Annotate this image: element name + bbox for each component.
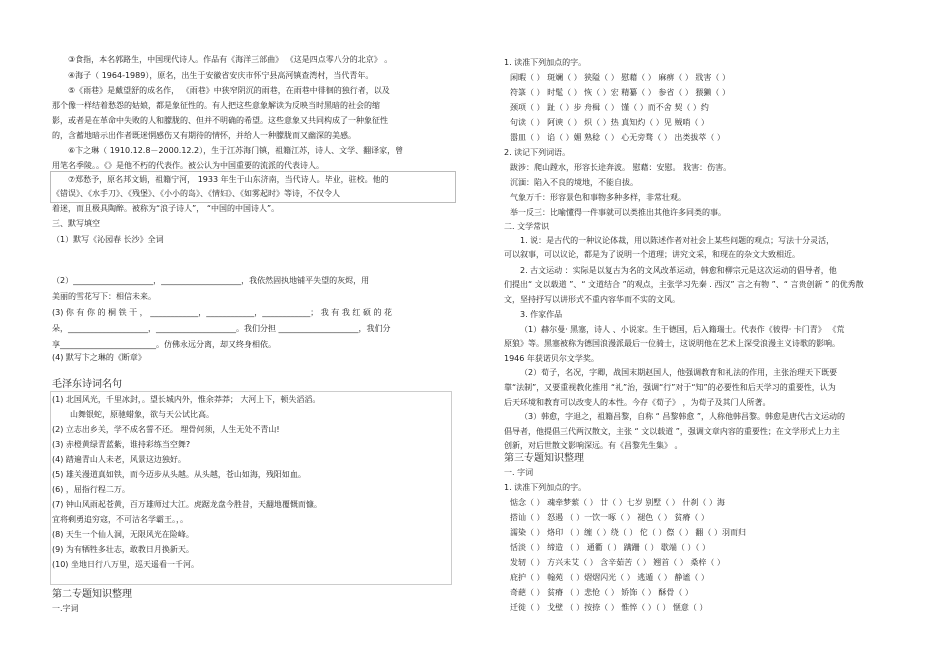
task-3-line-1: (3) 你 有 你 的 桐 铁 干 ， ____________，____________，____________； 我 有 我 红 硕 的 花 [52, 308, 393, 317]
r-author-2-line-2: 靠“法制”，又要重视教化推用 “礼”治，强调“行”对于“知”的必要性和后天学习的重要性，认为 [504, 383, 836, 392]
r-s3-row-7: 奇葩（ ） 贫瘠 （ ）悲怆（ ） 矫饰（ ） 酥骨（ ） [510, 588, 693, 597]
bio-zhengchouyu-2: 《错误》、《水手刀》、《残堡》、《小小的岛》、《情妇》、《如雾起时》等诗，不仅令人 [52, 189, 340, 198]
r-q1-row-4: 句读（ ） 阿谀（ ） 炽（ ）热 真知灼（ ）见 贼哨（ ） [510, 118, 709, 127]
r-lit-2-line-3: 文，坚持抒写以讲形式不重内容华而不实的文风。 [504, 295, 680, 304]
r-q2-row-4: 举一反三：比喻懂得一件事就可以类推出其他许多同类的事。 [510, 208, 726, 217]
r-q1-row-1: 闲暇（ ） 斑斓（ ） 狭隘（ ） 慰藉（ ） 麻痹（ ） 戕害（ ） [510, 73, 730, 82]
poems-heading: 毛泽东诗词名句 [52, 379, 122, 390]
task-2-line-1: （2）____________________，____________________，我依然固执地铺平失望的灰烬，用 [52, 276, 370, 285]
poem-6: (6) ，屈指行程二万。 [52, 485, 130, 494]
r-lit-2-line-2: 们提出“ 文以载道 ”、“ 文道结合 ”的观点，主张学习先秦 . 西汉” 言之有物 ”、“ 言贵创新 ” 的优秀散 [504, 280, 864, 289]
task-4: (4) 默写卞之琳的《断章》 [52, 353, 146, 362]
bio-zhengchouyu-1: ⑦郑愁予，原名邦文娟，祖籍宁河， 1933 年生于山东济南，当代诗人。毕业，驻校。他的 [68, 175, 389, 184]
r-lit-1-line-1: 1. 说：是古代的一种议论体裁，用以陈述作者对社会上某些问题的观点；写法十分灵活， [520, 236, 835, 245]
r-s3-row-4: 恬淡（ ） 缔造 （ ） 通衢（ ） 蹒跚（ ） 歇端（ ）（ ） [510, 543, 710, 552]
poem-9: (9) 为有牺牲多壮志，敢教日月换新天。 [52, 545, 194, 554]
bio-haizi-2: ④海子（ 1964-1989），原名，出生于安徽省安庆市怀宁县高河镇查湾村，当代青年。 [68, 71, 374, 80]
bio-haizi-1: ③食指，本名郭路生，中国现代诗人。作品有《海洋三部曲》 《这是四点零八分的北京》 。 [68, 55, 393, 64]
section-2-sub: 一.字词 [52, 604, 79, 613]
r-author-3-line-3: 创新，对后世散文影响深远。有《昌黎先生集》 。 [504, 441, 683, 450]
bio-rain-alley-1: ⑤《雨巷》是戴望舒的成名作， 《雨巷》中狭窄阴沉的雨巷，在雨巷中徘徊的独行者，以及 [68, 86, 390, 95]
task-3-line-2: 朵，____________________，____________________。我们分担 ____________________，我们分 [52, 324, 391, 333]
r-q1-row-2: 符箓（ ） 时髦（ ） 恢（ ）宏 精纂（ ） 参省（ ） 猥獭（ ） [510, 88, 730, 97]
poem-2: (2) 立志出乡关，学不成名誓不还。 埋骨何须，人生无处不青山! [52, 425, 280, 434]
r-q2-row-1: 跋涉：爬山蹚水，形容长途奔波。 慰藉：安慰。 戕害：伤害。 [510, 163, 732, 172]
r-q1-title: 1. 读准下列加点的字。 [504, 58, 587, 67]
r-author-1-line-3: 1946 年获诺贝尔文学奖。 [504, 354, 599, 363]
r-section-3-sub: 一. 字词 [504, 468, 534, 477]
r-s3-row-5: 发轫（ ） 方兴未艾（ ） 含辛茹苦（ ） 翘首（ ） 桑梓（ ） [510, 558, 725, 567]
r-lit-2-line-1: 2. 古文运动 ：实际是以复古为名的文风改革运动，韩愈和柳宗元是这次运动的倡导者，他 [520, 266, 837, 275]
section-3-heading: 三、默写填空 [52, 219, 100, 228]
r-s3-row-1: 惦念（ ） 魂牵梦萦（ ） 廿（ ）七岁 别墅（ ） 什刹（ ）海 [510, 498, 725, 507]
r-author-1-line-2: 原狼》等。黑塞被称为德国浪漫派最后一位骑士，这说明他在艺术上深受浪漫主义诗歌的影响。 [504, 339, 840, 348]
poem-10: (10) 坐地日行八万里，巡天遥看一千河。 [52, 560, 199, 569]
r-s3-q1-title: 1. 读准下列加点的字。 [504, 483, 587, 492]
bio-bianzhilin-1: ⑥卞之琳（ 1910.12.8－2000.12.2），生于江苏海门镇，祖籍江苏，诗人、文学、翻译家，曾 [68, 146, 404, 155]
section-2-heading: 第二专题知识整理 [52, 589, 132, 600]
r-author-3-line-2: 倡导者，他提倡三代两汉散文，主张 “ 文以载道 ”，强调文章内容的重要性；在文学形式上力主 [504, 427, 840, 436]
r-section-3-heading: 第三专题知识整理 [504, 453, 584, 464]
r-s3-row-2: 搭讪（ ） 怒遏 （ ）一饮一啄（ ） 褪色（ ） 贫瘠（ ） [510, 513, 709, 522]
poem-4: (4) 踏遍青山人未老，风景这边独好。 [52, 455, 186, 464]
r-s3-row-8: 迁徙（ ） 戈壁 （ ）按捺（ ） 惟悴（ ）（ ） 惬意（ ） [510, 603, 708, 612]
r-q2-row-2: 沉湎：陷入不良的境地，不能自拔。 [510, 178, 638, 187]
r-q2-title: 2. 读记下列词语。 [504, 148, 571, 157]
r-literature-heading: 二. 文学常识 [504, 222, 550, 231]
poem-5: (5) 雄关漫道真如铁，而今迈步从头越。从头越，苍山如海，残阳如血。 [52, 470, 306, 479]
bio-bianzhilin-2: 用笔名季陵。。《》是他不朽的代表作。被公认为中国重要的流派的代表诗人。 [52, 161, 324, 170]
r-q1-row-3: 颈项（ ） 趾（ ）步 舟楫（ ） 馑（ ）而不舍 契（ ）约 [510, 103, 709, 112]
bio-zhengchouyu-3: 着迷，而且极具陶醉。被称为“浪子诗人”， “中国的中国诗人”。 [52, 204, 280, 213]
task-2-line-2: 美丽的雪花写下：相信未来。 [52, 292, 156, 301]
r-q2-row-3: 气象万千：形容景色和事物多种多样，非常壮观。 [510, 193, 686, 202]
r-author-2-line-3: 后天环境和教育可以改变人的本性。今存《荀子》 ，为荀子及其门人所著。 [504, 398, 771, 407]
r-author-2-line-1: （2）荀子，名况，字卿，战国末期赵国人，他强调教育和礼法的作用，主张治理天下既要 [520, 368, 838, 377]
bio-rain-alley-4: 的，含蓄地暗示出作者既迷惘感伤又有期待的情怀，并给人一种朦胧而又幽深的美感。 [52, 131, 356, 140]
task-3-line-3: 享________________________。仿佛永远分离，却又终身相依。 [52, 340, 276, 349]
poem-7-line-1: (7) 钟山风雨起苍黄，百万雄师过大江。虎踞龙盘今胜昔，天翻地覆慨而慷。 [52, 500, 322, 509]
task-1: （1）默写《沁园春 长沙》全词 [52, 235, 164, 244]
poem-7-line-2: 宜将剩勇追穷寇，不可沽名学霸王。，。 [52, 515, 188, 524]
r-authors-heading: 3. 作家作品 [520, 310, 563, 319]
r-lit-1-line-2: 可以叙事，可以议论，都是为了说明一个道理；讲究文采，和现在的杂文大致相近。 [504, 250, 800, 259]
r-s3-row-6: 庇护（ ） 翰苑 （ ）熠熠闪光（ ） 逃遁（ ） 静谧（ ） [510, 573, 709, 582]
poem-3: (3) 赤橙黄绿青蓝紫，谁持彩练当空舞? [52, 440, 191, 449]
poem-1-line-1: (1) 北国风光，千里冰封，。望长城内外，惟余莽莽； 大河上下，顿失滔滔。 [52, 395, 321, 404]
poem-8: (8) 天生一个仙人洞，无限风光在险峰。 [52, 530, 194, 539]
bio-rain-alley-3: 影，或者是在革命中失败的人和朦胧的、但并不明确的希望。这些意象又共同构成了一种象征性 [52, 116, 388, 125]
r-s3-row-3: 濡染（ ） 烙印 （ ）缠（ ）绕（ ） 佗（ ）傺（ ） 翻（ ）羽而归 [510, 528, 746, 537]
poem-1-line-2: 山舞银蛇，原驰蜡象，欲与天公试比高。 [70, 410, 214, 419]
r-author-3-line-1: （3）韩愈，字退之，祖籍昌黎，自称 “ 昌黎韩愈 ”，人称他韩昌黎。韩愈是唐代古文运动的 [520, 412, 846, 421]
r-author-1-line-1: （1）赫尔曼· 黑塞，诗人 、小说家。生于德国，后入籍瑞士。代表作《彼得· 卡门青》 《荒 [520, 325, 845, 334]
r-q1-row-5: 嚣皿（ ） 谄（ ）媚 熟稔（ ） 心无旁骛（ ） 出类拔萃（ ） [510, 133, 725, 142]
bio-rain-alley-2: 那个像一样结着愁怨的姑娘，都是象征性的。有人把这些意象解读为反映当时黑暗的社会的缩 [52, 101, 380, 110]
